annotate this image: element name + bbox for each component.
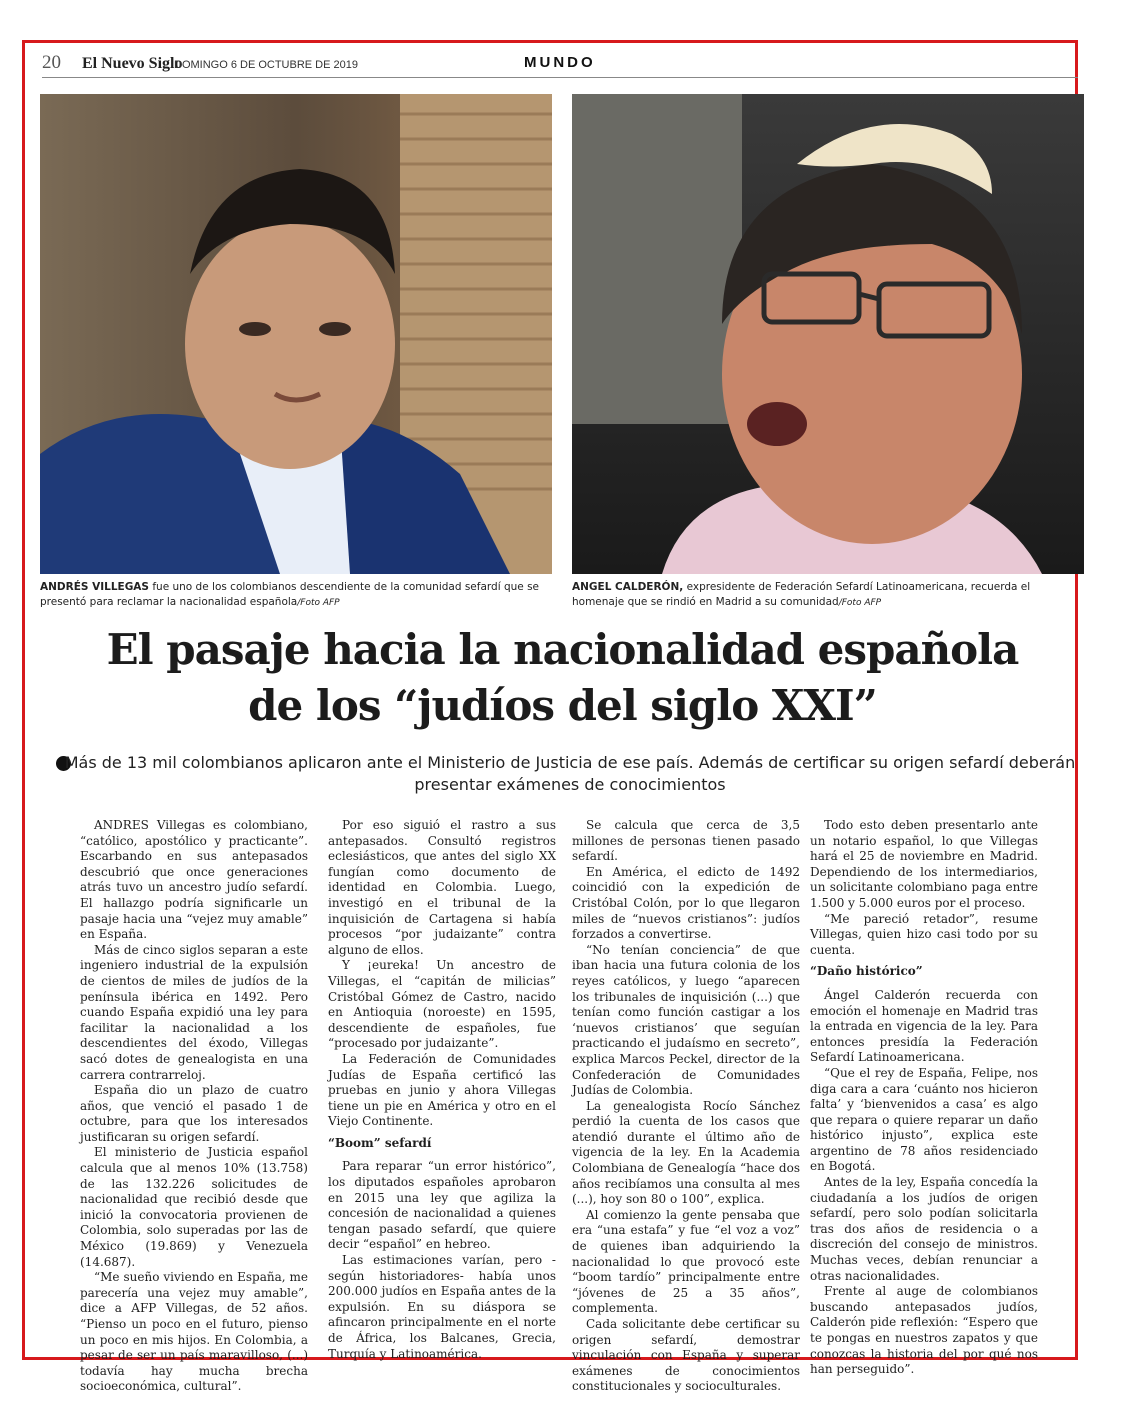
article-paragraph: Por eso siguió el rastro a sus antepasados. Consultó registros eclesiásticos, que antes del siglo XX fungían como documento de identidad en Colombia. Luego, investigó en el tribunal de la inquisición de Cartagena si había procesos “por judaizante” contra alguno de ellos. <box>328 818 556 957</box>
subheading-boom-sefardi: “Boom” sefardí <box>328 1135 432 1150</box>
article-paragraph: El ministerio de Justicia español calcula que al menos 10% (13.758) de las 132.226 solicitudes de nacionalidad que recibió desde que inició la convocatoria provienen de Colombia, solo superadas por las de México (19.869) y Venezuela (14.687). <box>80 1145 308 1269</box>
photo-andres-villegas <box>40 94 552 574</box>
column-4-paragraphs-a <box>810 818 1038 958</box>
column-4 <box>810 818 1038 1378</box>
article-paragraph: Las estimaciones varían, pero -según historiadores- había unos 200.000 judíos en España antes de la expulsión. En su diáspora se afincaron principalmente en el norte de África, los Balcanes, Grecia, Turquía y Latinoamérica. <box>328 1253 556 1361</box>
caption-right-credit: /Foto AFP <box>838 598 882 608</box>
article-paragraph: Todo esto deben presentarlo ante un notario español, lo que Villegas hará el 25 de noviembre en Madrid. Dependiendo de los intermediarios, un solicitante colombiano paga entre 1.500 y 5.000 euros por el proceso. <box>810 818 1038 910</box>
article-paragraph: Ángel Calderón recuerda con emoción el homenaje en Madrid tras la entrada en vigencia de la ley. Para entonces presidía la Federación Sefardí Latinoamericana. <box>810 987 1038 1065</box>
page-number: 20 <box>42 52 61 73</box>
article-paragraph: En América, el edicto de 1492 coincidió con la expedición de Cristóbal Colón, por lo que llegaron miles de “nuevos cristianos”: judíos forzados a convertirse. <box>572 864 800 942</box>
subheading-dano-historico: “Daño histórico” <box>810 964 923 979</box>
article-paragraph: Y ¡eureka! Un ancestro de Villegas, el “capitán de milicias” Cristóbal Gómez de Castro, nacido en Antioquia (noroeste) en 1595, descendiente de españoles, fue “procesado por judaizante”. <box>328 958 556 1051</box>
article-paragraph: “Me pareció retador”, resume Villegas, quien hizo casi todo por su cuenta. <box>810 911 1038 957</box>
caption-right <box>572 580 1082 611</box>
issue-date: DOMINGO 6 DE OCTUBRE DE 2019 <box>174 59 358 71</box>
column-4-paragraphs-b <box>810 988 1038 1378</box>
caption-right-name: ANGEL CALDERÓN, <box>572 581 684 593</box>
column-2-paragraphs-b <box>328 1159 556 1362</box>
article-paragraph: España dio un plazo de cuatro años, que venció el pasado 1 de octubre, para que los interesados justificaran su origen sefardí. <box>80 1083 308 1144</box>
column-3 <box>572 818 800 1395</box>
article-paragraph: La genealogista Rocío Sánchez perdió la cuenta de los casos que atendió durante el último año de vigencia de la ley. En la Academia Colombiana de Genealogía “hace dos años recibíamos una consulta al mes (...), hoy son 80 o 100”, explica. <box>572 1098 800 1207</box>
subheadline: Más de 13 mil colombianos aplicaron ante el Ministerio de Justicia de ese país. Además de certificar su origen sefardí deberán presentar exámenes de conocimientos <box>64 753 1076 794</box>
column-1-paragraphs <box>80 818 308 1395</box>
column-2-paragraphs-a <box>328 818 556 1130</box>
caption-left-credit: /Foto AFP <box>297 598 340 608</box>
header-rule <box>42 77 1078 78</box>
article-paragraph: Al comienzo la gente pensaba que era “una estafa” y fue “el voz a voz” de quienes iban adquiriendo la nacionalidad lo que provocó este “boom tardío” principalmente entre “jóvenes de 25 a 35 años”, complementa. <box>572 1207 800 1316</box>
article-paragraph: “No tenían conciencia” de que iban hacia una futura colonia de los reyes católicos, y luego “aparecen los tribunales de inquisición (...) que tenían como función castigar a los ‘nuevos cristianos’ que seguían practicando el judaísmo en secreto”, explica Marcos Peckel, director de la Confederación de Comunidades Judías de Colombia. <box>572 942 800 1098</box>
column-2 <box>328 818 556 1362</box>
article-paragraph: Se calcula que cerca de 3,5 millones de personas tienen pasado sefardí. <box>572 818 800 864</box>
article-paragraph: Para reparar “un error histórico”, los diputados españoles aprobaron en 2015 una ley que agiliza la concesión de nacionalidad a quienes tengan pasado sefardí, que quiere decir “español” en hebreo. <box>328 1159 556 1252</box>
article-paragraph: La Federación de Comunidades Judías de España certificó las pruebas en junio y ahora Villegas tiene un pie en América y otro en el Viejo Continente. <box>328 1051 556 1129</box>
article-paragraph: “Que el rey de España, Felipe, nos diga cara a cara ‘cuánto nos hicieron falta’ y ‘bienvenidos a casa’ es algo que repara o quiere reparar un daño histórico injusto”, explica este argentino de 78 años residenciado en Bogotá. <box>810 1065 1038 1174</box>
article-paragraph: “Me sueño viviendo en España, me parecería una vejez muy amable”, dice a AFP Villegas, de 52 años. “Pienso un poco en el futuro, pienso un poco en mis hijos. En Colombia, a pesar de ser un país maravilloso, (...) todavía hay mucha brecha socioeconómica, cultural”. <box>80 1270 308 1394</box>
page-header <box>42 52 1078 78</box>
article-paragraph: Antes de la ley, España concedía la ciudadanía a los judíos de origen sefardí, pero solo podían solicitarla tras dos años de residencia o a discreción del consejo de ministros. Muchas veces, debían renunciar a otras nacionalidades. <box>810 1175 1038 1283</box>
article-paragraph: ANDRES Villegas es colombiano, “católico, apostólico y practicante”. Escarbando en sus antepasados descubrió que once generaciones atrás tuvo un ancestro judío sefardí. El hallazgo podría significarle un pasaje hacia una “vejez muy amable” en España. <box>80 818 308 942</box>
headline <box>40 622 1085 734</box>
newspaper-name: El Nuevo Siglo <box>82 55 183 72</box>
caption-left-name: ANDRÉS VILLEGAS <box>40 581 149 593</box>
headline-line-1: El pasaje hacia la nacionalidad española <box>106 625 1019 674</box>
column-3-paragraphs <box>572 818 800 1395</box>
section-name: MUNDO <box>524 54 596 71</box>
column-1 <box>80 818 308 1395</box>
headline-line-2: de los “judíos del siglo XXI” <box>248 681 877 730</box>
article-paragraph: Frente al auge de colombianos buscando antepasados judíos, Calderón pide reflexión: “Espero que te pongas en nuestros zapatos y que conozcas la historia del por qué nos han perseguido”. <box>810 1284 1038 1377</box>
caption-right-text: expresidente de Federación Sefardí Latinoamericana, recuerda el homenaje que se rindió en Madrid a su comunidad <box>572 581 1031 608</box>
photo-angel-calderon <box>572 94 1084 574</box>
article-paragraph: Más de cinco siglos separan a este ingeniero industrial de la expulsión de cientos de miles de judíos de la península ibérica en 1492. Pero cuando España expidió una ley para facilitar la nacionalidad a los descendientes del éxodo, Villegas sacó dotes de genealogista en una carrera contrarreloj. <box>80 942 308 1082</box>
caption-left <box>40 580 552 611</box>
caption-left-text: fue uno de los colombianos descendiente de la comunidad sefardí que se presentó para reclamar la nacionalidad española <box>40 581 540 608</box>
article-paragraph: Cada solicitante debe certificar su origen sefardí, demostrar vinculación con España y superar exámenes de conocimientos constitucionales y socioculturales. <box>572 1317 800 1394</box>
